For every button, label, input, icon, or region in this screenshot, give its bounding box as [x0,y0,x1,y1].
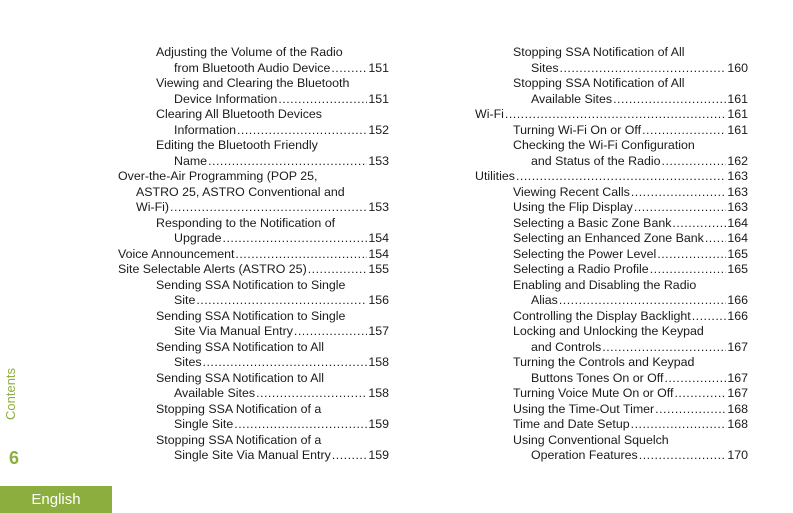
toc-entry-title: Stopping SSA Notification of a [156,432,322,447]
toc-entry[interactable] [118,169,389,216]
toc-entry-line [156,324,389,340]
toc-page-number: 166 [727,293,748,307]
toc-entry-line [118,247,389,263]
toc-dot-leader [657,247,726,263]
toc-entry-line [513,247,748,263]
toc-entry-title: Name [174,153,208,168]
toc-page-number: 165 [727,262,748,276]
toc-entry-line [156,340,389,356]
toc-entry-title: Voice Announcement [118,246,235,261]
toc-entry-line [118,262,389,278]
toc-page-number: 164 [727,215,748,230]
toc-dot-leader [234,417,367,433]
toc-page-number: 163 [727,200,748,214]
toc-entry-title: Enabling and Disabling the Radio [513,277,697,292]
toc-entry[interactable] [475,402,748,418]
toc-entry-line [513,76,748,92]
toc-dot-leader [332,448,368,464]
toc-entry[interactable] [475,200,748,216]
toc-page-number: 162 [727,153,748,168]
toc-entry[interactable] [475,278,748,309]
toc-entry[interactable] [118,278,389,309]
toc-entry-title: Selecting the Power Level [513,246,657,261]
toc-dot-leader [170,200,367,216]
toc-page-number: 157 [368,324,389,338]
toc-entry-line [513,92,748,108]
toc-dot-leader [662,154,727,170]
toc-entry-title: Stopping SSA Notification of All [513,45,685,59]
toc-entry-line [513,216,748,232]
toc-page-number: 153 [368,153,389,168]
toc-dot-leader [674,386,726,402]
toc-entry-line [156,417,389,433]
toc-entry-title: Alias [531,293,558,307]
toc-entry-title: Viewing Recent Calls [513,184,630,199]
toc-dot-leader [235,247,367,263]
toc-entry[interactable] [118,216,389,247]
toc-entry[interactable] [475,216,748,232]
toc-entry-line [156,231,389,247]
toc-entry-line [513,231,748,247]
toc-entry-line [156,448,389,464]
toc-entry-line [156,433,389,449]
toc-entry-title: Viewing and Clearing the Bluetooth [156,76,350,90]
toc-dot-leader [664,371,726,387]
toc-dot-leader [560,61,727,77]
toc-entry[interactable] [118,262,389,278]
toc-entry-line [156,371,389,387]
toc-dot-leader [705,231,726,247]
toc-entry[interactable] [118,45,389,76]
toc-entry-title: Clearing All Bluetooth Devices [156,107,322,121]
toc-entry-title: Available Sites [531,91,613,106]
toc-entry-line [513,386,748,402]
toc-entry-line [513,448,748,464]
toc-entry-line [156,123,389,139]
toc-entry-line [156,386,389,402]
toc-entry-line [156,293,389,309]
toc-entry-title: Checking the Wi-Fi Configuration [513,138,695,152]
toc-entry-line [156,309,389,325]
toc-page-number: 153 [368,200,389,214]
toc-entry[interactable] [475,107,748,123]
toc-entry-title: Buttons Tones On or Off [531,370,664,385]
toc-entry-title: Time and Date Setup [513,417,630,431]
toc-page-number: 167 [727,386,748,400]
toc-entry-line [513,324,748,340]
toc-dot-leader [208,154,367,170]
toc-dot-leader [642,123,726,139]
toc-page-number: 159 [368,417,389,431]
toc-entry-title: Information [174,122,236,137]
toc-entry-title: Sites [531,60,559,75]
toc-entry[interactable] [475,185,748,201]
toc-entry-title: ASTRO 25, ASTRO Conventional and [136,184,345,199]
toc-entry-line [513,200,748,216]
toc-page-number: 167 [727,339,748,354]
toc-dot-leader [294,324,367,340]
toc-entry[interactable] [118,138,389,169]
toc-entry-title: Sites [174,355,202,369]
toc-dot-leader [505,107,726,123]
toc-entry-line [475,169,748,185]
toc-page-number: 152 [368,122,389,137]
toc-entry[interactable] [475,247,748,263]
toc-entry[interactable] [475,45,748,76]
toc-entry-line [513,123,748,139]
toc-entry-title: Stopping SSA Notification of All [513,76,685,90]
toc-dot-leader [223,231,368,247]
toc-page-number: 161 [727,122,748,137]
toc-entry[interactable] [475,386,748,402]
toc-entry[interactable] [475,76,748,107]
toc-entry-line [156,355,389,371]
toc-entry-line [513,138,748,154]
toc-entry-line [156,107,389,123]
toc-dot-leader [631,417,727,433]
toc-entry-title: Site [174,293,196,307]
toc-entry-title: Single Site [174,417,234,431]
toc-page-number: 164 [727,231,748,245]
toc-dot-leader [196,293,367,309]
toc-entry[interactable] [475,309,748,325]
toc-entry-line [513,433,748,449]
toc-page-number: 163 [727,184,748,199]
toc-entry-line [513,402,748,418]
language-tab: English [0,486,112,513]
toc-entry-title: Wi-Fi [475,107,504,121]
toc-page-number: 161 [727,91,748,106]
toc-entry-title: Stopping SSA Notification of a [156,401,322,416]
toc-entry[interactable] [475,138,748,169]
toc-entry[interactable] [475,262,748,278]
toc-dot-leader [203,355,368,371]
toc-entry[interactable] [118,340,389,371]
toc-page-number: 166 [727,308,748,323]
toc-page-number: 161 [727,107,748,121]
toc-entry-line [513,355,748,371]
toc-dot-leader [692,309,727,325]
toc-entry-line [513,154,748,170]
toc-entry-title: Single Site Via Manual Entry [174,448,331,462]
toc-right-column [475,45,748,464]
toc-entry-line [475,107,748,123]
toc-entry[interactable] [475,231,748,247]
toc-entry-line [513,293,748,309]
toc-entry-line [513,278,748,294]
toc-entry-title: Site Via Manual Entry [174,324,293,338]
toc-entry-line [513,309,748,325]
toc-page-number: 168 [727,401,748,416]
toc-entry-line [513,417,748,433]
toc-entry-title: Adjusting the Volume of the Radio [156,45,343,59]
toc-dot-leader [613,92,726,108]
toc-page-number: 156 [368,293,389,307]
toc-entry-line [513,61,748,77]
toc-entry-title: Controlling the Display Backlight [513,308,691,323]
toc-entry-line [156,61,389,77]
toc-entry-title: and Controls [531,339,602,354]
toc-entry-title: Operation Features [531,448,638,462]
toc-entry[interactable] [118,309,389,340]
toc-entry[interactable] [118,76,389,107]
toc-entry-title: Sending SSA Notification to All [156,370,325,385]
toc-entry[interactable] [475,169,748,185]
toc-entry-line [156,138,389,154]
toc-dot-leader [634,200,726,216]
toc-dot-leader [650,262,727,278]
toc-entry-line [156,45,389,61]
toc-entry-title: Over-the-Air Programming (POP 25, [118,169,318,183]
toc-entry-line [156,92,389,108]
toc-page-number: 163 [727,169,748,183]
toc-entry-title: Sending SSA Notification to All [156,339,325,354]
toc-dot-leader [639,448,727,464]
toc-page-number: 160 [727,60,748,75]
toc-entry-title: Device Information [174,91,278,106]
toc-page-number: 151 [368,91,389,106]
toc-entry-title: Turning Wi-Fi On or Off [513,122,642,137]
page-number: 6 [9,448,20,468]
toc-dot-leader [308,262,368,278]
toc-entry-title: Site Selectable Alerts (ASTRO 25) [118,262,307,276]
toc-page-number: 154 [368,231,389,245]
toc-dot-leader [516,169,726,185]
toc-entry-title: Wi-Fi) [136,200,170,214]
toc-entry-line [513,371,748,387]
toc-entry[interactable] [475,433,748,464]
toc-entry-title: Sending SSA Notification to Single [156,308,346,323]
toc-entry-title: Selecting a Radio Profile [513,262,649,276]
section-label-text: Contents [3,367,18,420]
toc-entry[interactable] [118,402,389,433]
toc-entry-line [156,76,389,92]
toc-page-number: 168 [727,417,748,431]
toc-entry-title: Using the Time-Out Timer [513,401,655,416]
toc-entry-title: Editing the Bluetooth Friendly [156,138,318,152]
toc-entry-line [118,200,389,216]
toc-entry-line [513,262,748,278]
toc-entry-line [513,45,748,61]
toc-dot-leader [602,340,726,356]
toc-dot-leader [278,92,367,108]
toc-page-number: 151 [368,60,389,75]
toc-entry[interactable] [475,355,748,386]
toc-dot-leader [256,386,367,402]
toc-dot-leader [559,293,726,309]
toc-entry[interactable] [475,417,748,433]
toc-entry-line [118,169,389,185]
toc-entry[interactable] [118,107,389,138]
toc-page-number: 158 [368,386,389,400]
toc-entry-title: Turning the Controls and Keypad [513,355,695,369]
toc-entry[interactable] [118,371,389,402]
toc-entry-title: Upgrade [174,231,222,245]
toc-entry-line [513,185,748,201]
toc-page-number: 165 [727,246,748,261]
toc-page-number: 170 [727,448,748,462]
toc-entry-line [156,278,389,294]
toc-entry-title: Utilities [475,169,515,183]
toc-page-number: 167 [727,370,748,385]
toc-entry[interactable] [475,324,748,355]
toc-entry-title: Sending SSA Notification to Single [156,277,346,292]
toc-entry-title: Selecting an Enhanced Zone Bank [513,231,704,245]
toc-entry[interactable] [118,247,389,263]
toc-page-number: 158 [368,355,389,369]
toc-entry-title: Responding to the Notification of [156,215,336,230]
toc-dot-leader [672,216,726,232]
toc-entry-title: Using the Flip Display [513,200,633,214]
toc-entry-title: from Bluetooth Audio Device [174,60,331,75]
toc-entry-title: Locking and Unlocking the Keypad [513,324,704,338]
toc-dot-leader [237,123,367,139]
toc-dot-leader [631,185,726,201]
toc-entry-line [156,402,389,418]
toc-entry-title: Turning Voice Mute On or Off [513,386,674,400]
toc-page-number: 155 [368,262,389,276]
toc-entry-title: and Status of the Radio [531,153,661,168]
toc-entry-line [156,216,389,232]
toc-entry-title: Available Sites [174,386,256,400]
toc-dot-leader [655,402,726,418]
toc-page-number: 159 [368,448,389,462]
toc-entry-line [118,185,389,201]
toc-page-number: 154 [368,246,389,261]
toc-entry-title: Selecting a Basic Zone Bank [513,215,672,230]
toc-entry-title: Using Conventional Squelch [513,432,669,447]
toc-entry[interactable] [475,123,748,139]
toc-left-column [118,45,389,464]
toc-entry-line [513,340,748,356]
toc-dot-leader [331,61,367,77]
toc-entry[interactable] [118,433,389,464]
toc-entry-line [156,154,389,170]
